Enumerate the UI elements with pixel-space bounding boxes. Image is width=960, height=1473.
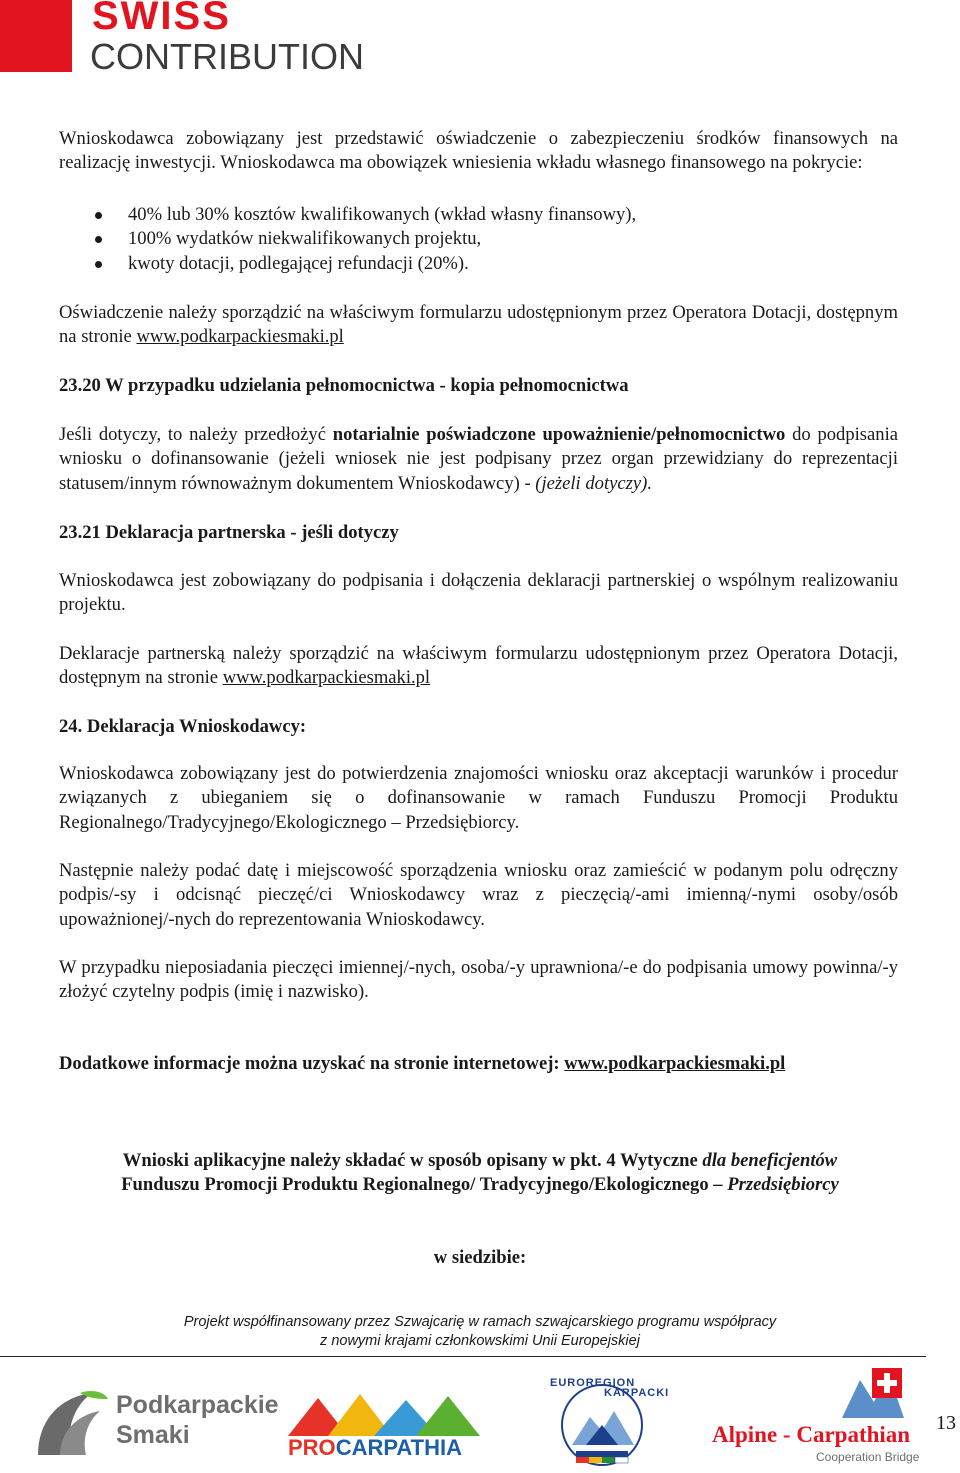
podkarpackie-smaki-logo	[30, 1385, 279, 1465]
section-23-21-paragraph-2: Deklaracje partnerską należy sporządzić na właściwym formularzu udostępnionym przez Operatora Dotacji, dostępnym na stronie www.podkarpackiesmaki.pl	[59, 643, 898, 689]
bullet-icon	[95, 236, 102, 243]
bullet-icon	[95, 261, 102, 268]
submission-line-3: w siedzibie:	[433, 1247, 527, 1268]
logo-swiss-text: SWISS	[92, 0, 231, 38]
page-number: 13	[936, 1412, 956, 1434]
logo-red-square	[0, 0, 72, 72]
podkarpackiesmaki-link[interactable]: www.podkarpackiesmaki.pl	[222, 667, 431, 689]
podkarpackie-text: Podkarpackie	[116, 1391, 279, 1419]
euroregion-karpacki-logo	[542, 1375, 670, 1470]
podkarpackiesmaki-link[interactable]: www.podkarpackiesmaki.pl	[136, 326, 344, 348]
podkarpackie-smaki-emblem-icon	[30, 1385, 112, 1461]
submission-line-2: Funduszu Promocji Produktu Regionalnego/ Tradycyjnego/Ekologicznego – Przedsiębiorcy	[121, 1174, 839, 1195]
section-23-21-paragraph-1: Wnioskodawca jest zobowiązany do podpisania i dołączenia deklaracji partnerskiej o wspólnym realizowaniu projektu.	[59, 570, 898, 616]
bullet-icon	[95, 212, 102, 219]
section-23-20-paragraph: Jeśli dotyczy, to należy przedłożyć notarialnie poświadczone upoważnienie/pełnomocnictwo do podpisania wniosku o dofinansowanie (jeżeli wniosek nie jest podpisany przez organ przewidziany do reprezentacji statusem/innym równoważnym dokumentem Wnioskodawcy) - (jeżeli dotyczy).	[59, 424, 899, 494]
list-item: 100% wydatków niekwalifikowanych projektu,	[59, 227, 636, 251]
list-item: kwoty dotacji, podlegającej refundacji (20%).	[59, 252, 636, 276]
footer-note-line-1: Projekt współfinansowany przez Szwajcarię w ramach szwajcarskiego programu współpracy	[183, 1314, 777, 1330]
karpacki-text: KARPACKI	[604, 1387, 670, 1399]
cooperation-bridge-text: Cooperation Bridge	[816, 1450, 920, 1464]
section-heading-23-21: 23.21 Deklaracja partnerska - jeśli dotyczy	[59, 522, 399, 543]
intro-paragraph: Wnioskodawca zobowiązany jest przedstawić oświadczenie o zabezpieczeniu środków finansowych na realizację inwestycji. Wnioskodawca ma obowiązek wniesienia wkładu własnego finansowego na pokrycie:	[59, 128, 898, 174]
section-24-paragraph-3: W przypadku nieposiadania pieczęci imiennej/-nych, osoba/-y uprawniona/-e do podpisania umowy powinna/-y złożyć czytelny podpis (imię i nazwisko).	[59, 957, 898, 1003]
oswiadczenie-paragraph: Oświadczenie należy sporządzić na właściwym formularzu udostępnionym przez Operatora Dotacji, dostępnym na stronie www.podkarpackiesmaki.pl	[59, 302, 898, 348]
podkarpackiesmaki-link[interactable]: www.podkarpackiesmaki.pl	[564, 1053, 786, 1074]
alpine-carpathian-logo	[712, 1362, 926, 1468]
procarpathia-logo	[288, 1392, 484, 1460]
mountains-icon	[288, 1392, 484, 1436]
euroregion-text: EUROREGION	[550, 1377, 636, 1389]
smaki-text: Smaki	[116, 1421, 190, 1449]
list-item: 40% lub 30% kosztów kwalifikowanych (wkład własny finansowy),	[59, 203, 636, 227]
footer-divider	[0, 1356, 926, 1357]
section-24-paragraph-2: Następnie należy podać datę i miejscowość sporządzenia wniosku oraz zamieścić w podanym polu odręczny podpis/-sy i odcisnąć pieczęć/ci Wnioskodawcy wraz z pieczęcią/-ami imienną/-nymi osoby/osób upoważnionej/-nych do reprezentowania Wnioskodawcy.	[59, 860, 898, 930]
swiss-contribution-logo	[0, 0, 364, 80]
alpine-carpathian-text: Alpine - Carpathian	[712, 1422, 911, 1447]
submission-line-1: Wnioski aplikacyjne należy składać w sposób opisany w pkt. 4 Wytyczne dla beneficjentów	[122, 1150, 838, 1171]
logo-contribution-text: CONTRIBUTION	[90, 36, 364, 77]
footer-note-line-2: z nowymi krajami członkowskimi Unii Europejskiej	[320, 1333, 640, 1349]
additional-info: Dodatkowe informacje można uzyskać na stronie internetowej: www.podkarpackiesmaki.pl	[59, 1053, 786, 1074]
swiss-cross-icon	[838, 1362, 908, 1418]
intro-bullet-list	[59, 203, 636, 276]
section-heading-24: 24. Deklaracja Wnioskodawcy:	[59, 716, 307, 737]
procarpathia-text: PROCARPATHIA	[288, 1435, 462, 1460]
section-heading-23-20: 23.20 W przypadku udzielania pełnomocnictwa - kopia pełnomocnictwa	[59, 375, 629, 396]
section-24-paragraph-1: Wnioskodawca zobowiązany jest do potwierdzenia znajomości wniosku oraz akceptacji warunków i procedur związanych z ubieganiem się o dofinansowanie w ramach Funduszu Promocji Produktu Regionalnego/Tradycyjnego/Ekologicznego – Przedsiębiorcy.	[59, 763, 898, 833]
